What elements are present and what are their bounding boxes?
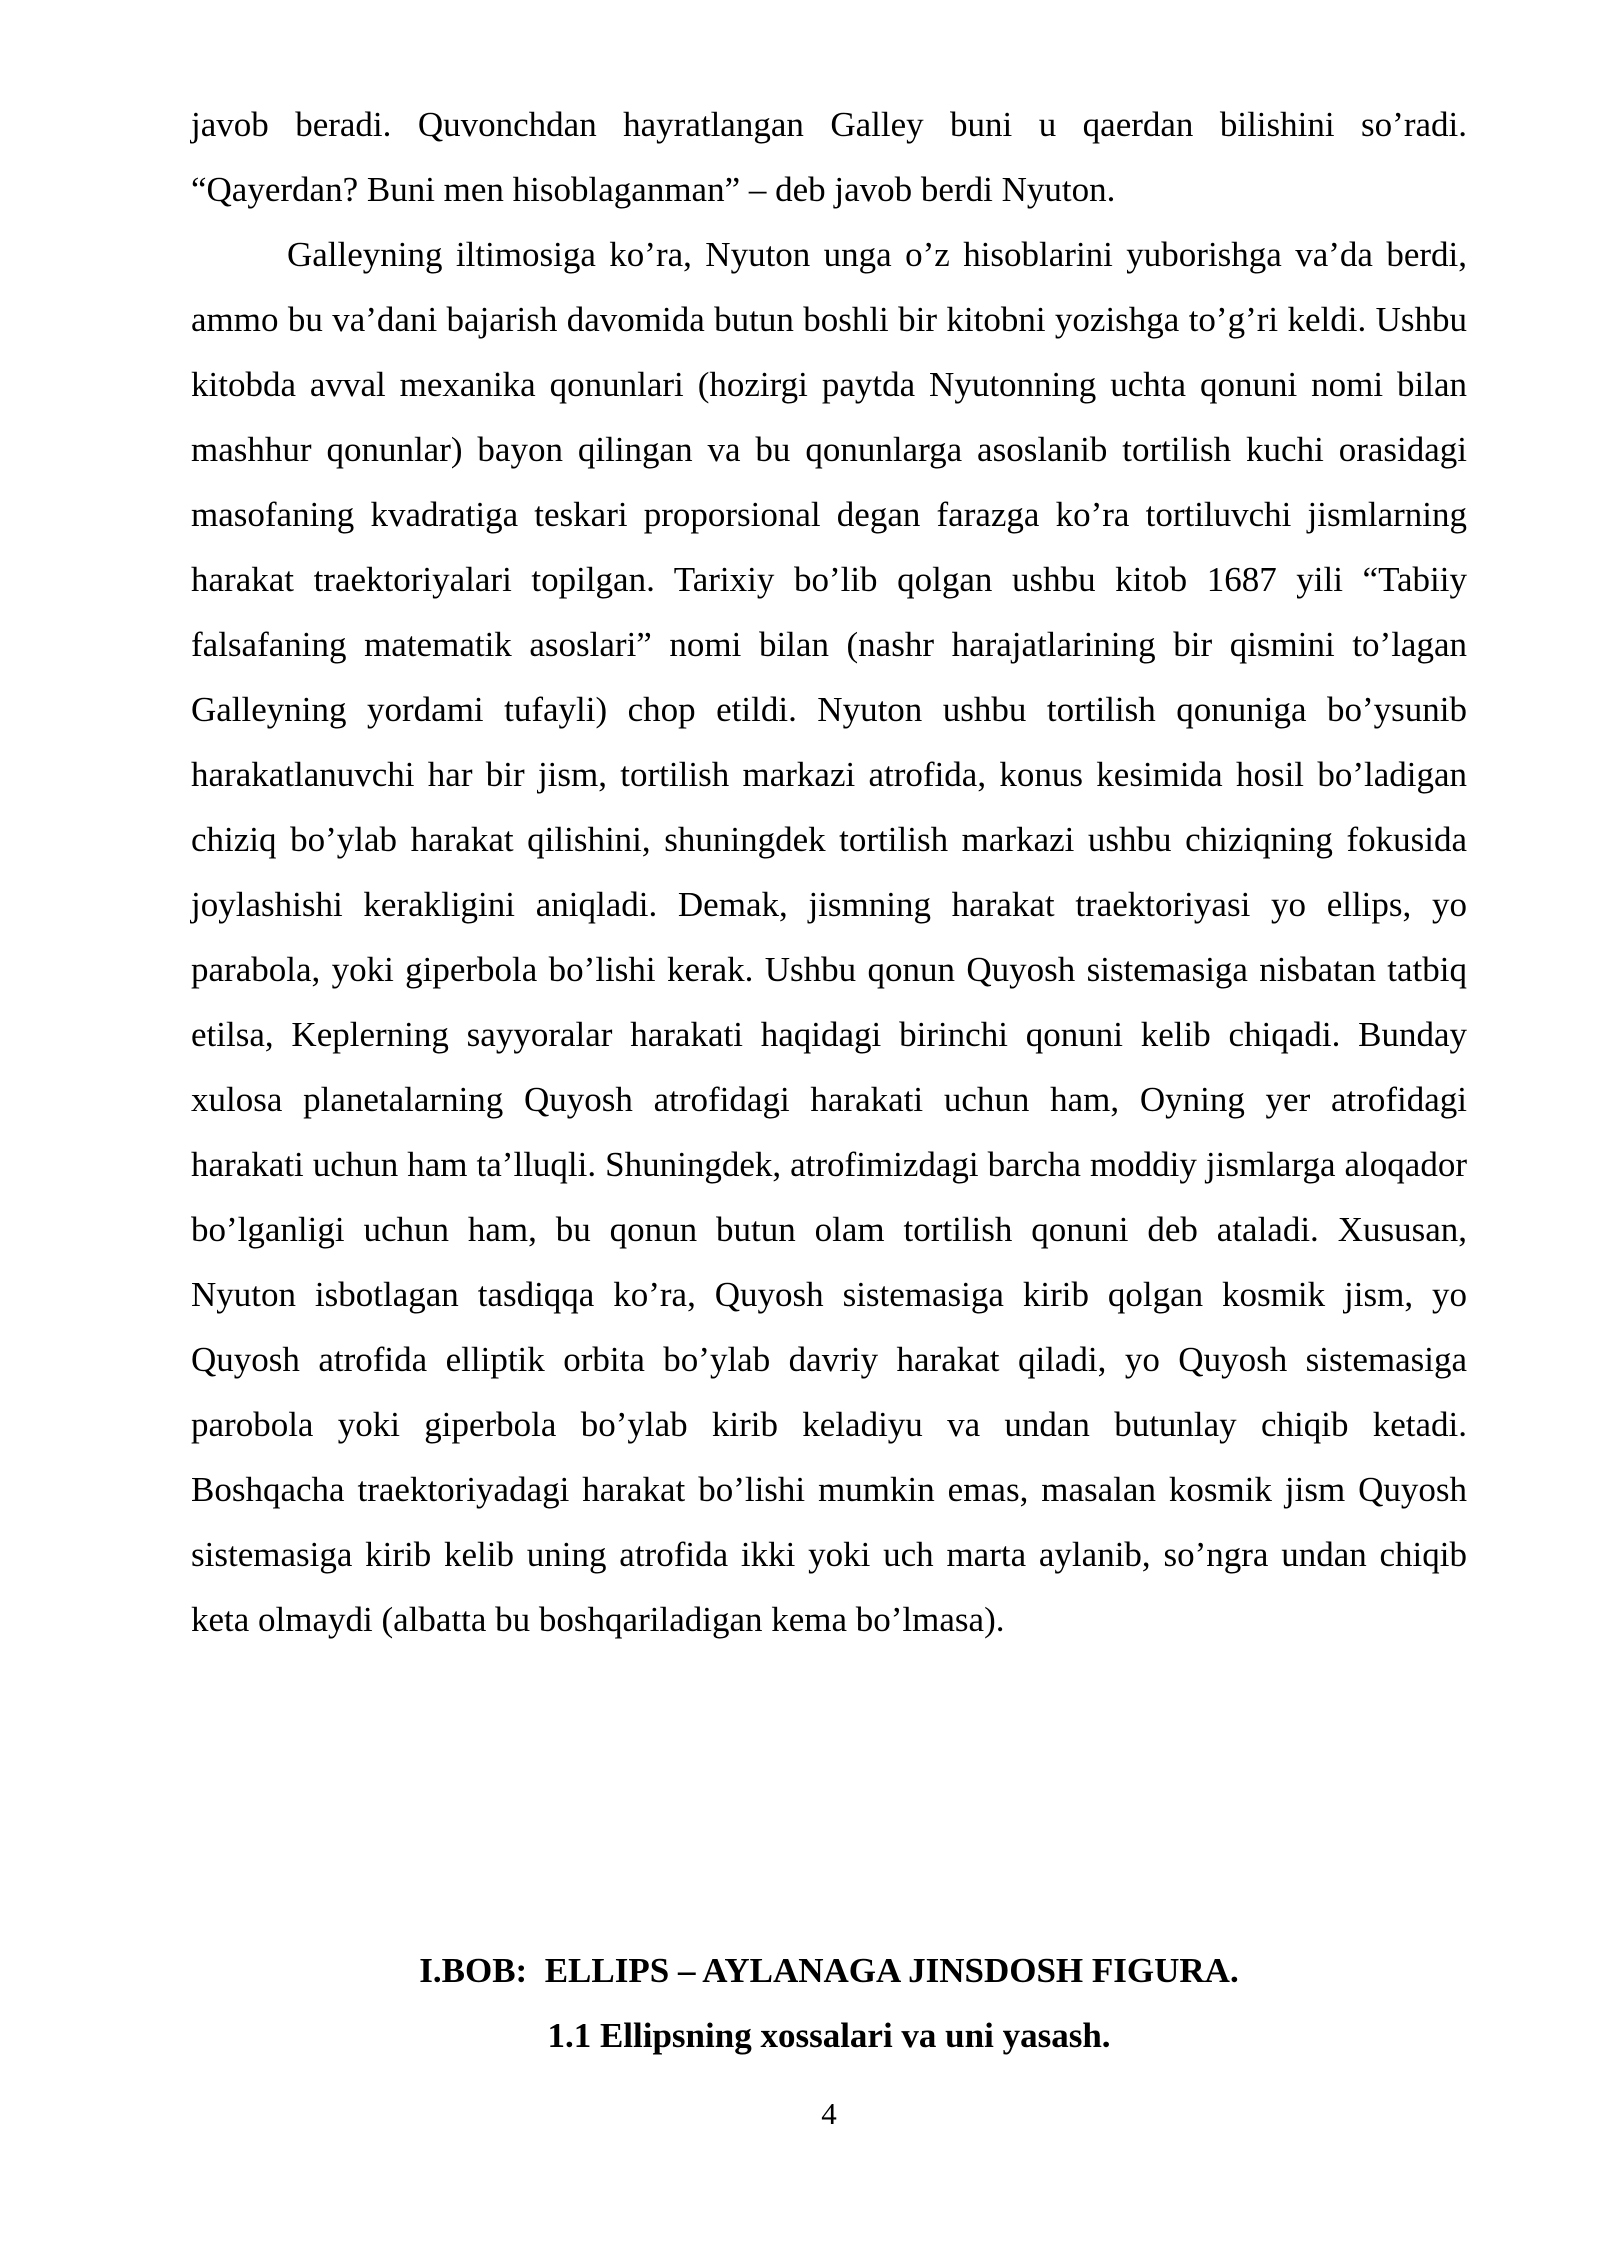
- chapter-heading: I.BOB: ELLIPS – AYLANAGA JINSDOSH FIGURA.: [419, 1951, 1239, 1990]
- paragraph-continuation: javob beradi. Quvonchdan hayratlangan Galley buni u qaerdan bilishini so’radi. “Qayerdan? Buni men hisoblaganman” – deb javob berdi Nyuton.: [191, 105, 1467, 209]
- section-heading: 1.1 Ellipsning xossalari va uni yasash.: [547, 2016, 1111, 2055]
- body-text: [191, 92, 1467, 1652]
- page-number: 4: [821, 2096, 837, 2131]
- chapter-headings: [191, 1938, 1467, 2068]
- paragraph-galley-request: Galleyning iltimosiga ko’ra, Nyuton unga o’z hisoblarini yuborishga va’da berdi, ammo bu va’dani bajarish davomida butun boshli bir kitobni yozishga to’g’ri keldi. Ushbu kitobda avval mexanika qonunlari (hozirgi paytda Nyutonning uchta qonuni nomi bilan mashhur qonunlar) bayon qilingan va bu qonunlarga asoslanib tortilish kuchi orasidagi masofaning kvadratiga teskari proporsional degan farazga ko’ra tortiluvchi jismlarning harakat traektoriyalari topilgan. Tarixiy bo’lib qolgan ushbu kitob 1687 yili “Tabiiy falsafaning matematik asoslari” nomi bilan (nashr harajatlarining bir qismini to’lagan Galleyning yordami tufayli) chop etildi. Nyuton ushbu tortilish qonuniga bo’ysunib harakatlanuvchi har bir jism, tortilish markazi atrofida, konus kesimida hosil bo’ladigan chiziq bo’ylab harakat qilishini, shuningdek tortilish markazi ushbu chiziqning fokusida joylashishi kerakligini aniqladi. Demak, jismning harakat traektoriyasi yo ellips, yo parabola, yoki giperbola bo’lishi kerak. Ushbu qonun Quyosh sistemasiga nisbatan tatbiq etilsa, Keplerning sayyoralar harakati haqidagi birinchi qonuni kelib chiqadi. Bunday xulosa planetalarning Quyosh atrofidagi harakati uchun ham, Oyning yer atrofidagi harakati uchun ham ta’lluqli. Shuningdek, atrofimizdagi barcha moddiy jismlarga aloqador bo’lganligi uchun ham, bu qonun butun olam tortilish qonuni deb ataladi. Xususan, Nyuton isbotlagan tasdiqqa ko’ra, Quyosh sistemasiga kirib qolgan kosmik jism, yo Quyosh atrofida elliptik orbita bo’ylab davriy harakat qiladi, yo Quyosh sistemasiga parobola yoki giperbola bo’ylab kirib keladiyu va undan butunlay chiqib ketadi. Boshqacha traektoriyadagi harakat bo’lishi mumkin emas, masalan kosmik jism Quyosh sistemasiga kirib kelib uning atrofida ikki yoki uch marta aylanib, so’ngra undan chiqib keta olmaydi (albatta bu boshqariladigan kema bo’lmasa).: [191, 235, 1467, 1639]
